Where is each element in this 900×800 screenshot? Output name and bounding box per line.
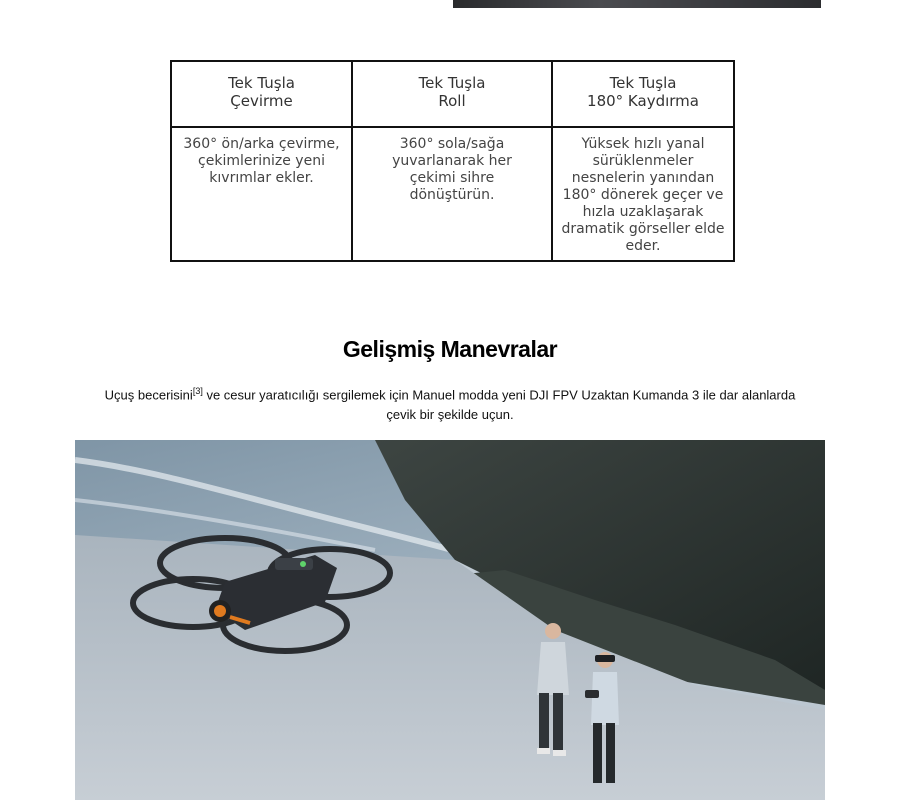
- description-text: ve cesur yaratıcılığı sergilemek için Manuel modda yeni DJI FPV Uzaktan Kumanda 3 ile dar alanlarda: [202, 387, 796, 403]
- header-line: Tek Tuşla: [228, 74, 295, 92]
- cell-line: dramatik görseller elde: [561, 221, 725, 237]
- cell-line: 180° dönerek geçer ve: [562, 187, 724, 203]
- table-header-row: [171, 61, 734, 127]
- cell-flip-description: [171, 127, 352, 261]
- cell-line: yuvarlanarak her: [392, 153, 512, 169]
- cell-line: kıvrımlar ekler.: [209, 170, 314, 186]
- header-line: Tek Tuşla: [418, 74, 486, 92]
- header-drift: [552, 61, 734, 127]
- section-title: Gelişmiş Manevralar: [342, 336, 558, 362]
- top-photo-strip: [453, 0, 821, 8]
- header-line: 180° Kaydırma: [587, 92, 699, 110]
- cell-line: dönüştürün.: [409, 187, 495, 203]
- cell-line: sürüklenmeler: [592, 153, 694, 169]
- table-row: [171, 127, 734, 261]
- description-text: Uçuş becerisini: [104, 387, 193, 403]
- description-text: çevik bir şekilde uçun.: [386, 407, 514, 423]
- cell-line: eder.: [625, 238, 661, 254]
- feature-comparison-table: [170, 60, 735, 262]
- hero-illustration: [75, 440, 825, 800]
- cell-line: 360° ön/arka çevirme,: [183, 136, 340, 152]
- footnote-link[interactable]: [3]: [192, 386, 203, 396]
- section-description: [80, 381, 820, 425]
- header-line: Roll: [438, 92, 466, 110]
- cell-line: nesnelerin yanından: [571, 170, 715, 186]
- cell-line: hızla uzaklaşarak: [582, 204, 704, 220]
- cell-drift-description: [552, 127, 734, 261]
- cell-line: çekimlerinize yeni: [198, 153, 325, 169]
- cell-line: çekimi sihre: [409, 170, 495, 186]
- cell-roll-description: [352, 127, 552, 261]
- header-line: Çevirme: [230, 92, 293, 110]
- header-roll: [352, 61, 552, 127]
- cell-line: Yüksek hızlı yanal: [581, 136, 705, 152]
- cell-line: 360° sola/sağa: [399, 136, 505, 152]
- drone-beach-photo: [75, 440, 825, 800]
- header-flip: [171, 61, 352, 127]
- header-line: Tek Tuşla: [609, 74, 677, 92]
